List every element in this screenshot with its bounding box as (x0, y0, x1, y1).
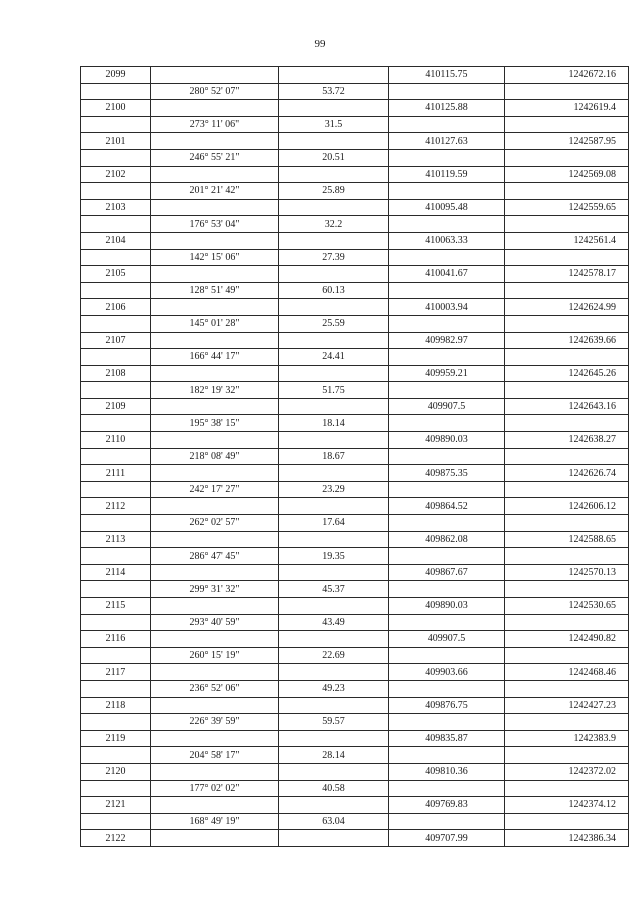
point-id: 2104 (81, 232, 151, 249)
empty-cell (279, 199, 389, 216)
point-row (81, 830, 629, 847)
empty-cell (279, 67, 389, 84)
empty-cell (505, 83, 629, 100)
point-id: 2101 (81, 133, 151, 150)
segment-distance: 17.64 (279, 515, 389, 532)
point-id: 2110 (81, 432, 151, 449)
empty-cell (151, 498, 279, 515)
bearing-angle: 195° 38' 15" (151, 415, 279, 432)
bearing-angle: 262° 02' 57" (151, 515, 279, 532)
y-coordinate: 1242374.12 (505, 797, 629, 814)
point-row (81, 432, 629, 449)
empty-cell (505, 116, 629, 133)
empty-cell (151, 67, 279, 84)
segment-row (81, 747, 629, 764)
empty-cell (151, 598, 279, 615)
segment-distance: 25.89 (279, 183, 389, 200)
segment-row (81, 647, 629, 664)
x-coordinate: 409903.66 (389, 664, 505, 681)
empty-cell (389, 83, 505, 100)
empty-cell (279, 166, 389, 183)
bearing-angle: 204° 58' 17" (151, 747, 279, 764)
empty-cell (279, 564, 389, 581)
x-coordinate: 409890.03 (389, 432, 505, 449)
empty-cell (279, 730, 389, 747)
empty-cell (389, 183, 505, 200)
x-coordinate: 410115.75 (389, 67, 505, 84)
point-row (81, 266, 629, 283)
empty-cell (279, 531, 389, 548)
bearing-angle: 226° 39' 59" (151, 714, 279, 731)
empty-cell (279, 830, 389, 847)
point-id: 2122 (81, 830, 151, 847)
empty-cell (389, 249, 505, 266)
empty-cell (505, 780, 629, 797)
x-coordinate: 409982.97 (389, 332, 505, 349)
empty-cell (279, 232, 389, 249)
empty-cell (505, 382, 629, 399)
x-coordinate: 409707.99 (389, 830, 505, 847)
empty-cell (389, 282, 505, 299)
empty-cell (505, 282, 629, 299)
empty-cell (389, 515, 505, 532)
bearing-angle: 299° 31' 32" (151, 581, 279, 598)
point-id: 2120 (81, 763, 151, 780)
empty-cell (279, 133, 389, 150)
bearing-angle: 145° 01' 28" (151, 315, 279, 332)
empty-cell (81, 780, 151, 797)
empty-cell (151, 664, 279, 681)
x-coordinate: 409890.03 (389, 598, 505, 615)
point-row (81, 730, 629, 747)
empty-cell (279, 332, 389, 349)
empty-cell (279, 763, 389, 780)
segment-row (81, 813, 629, 830)
segment-distance: 63.04 (279, 813, 389, 830)
y-coordinate: 1242427.23 (505, 697, 629, 714)
empty-cell (505, 216, 629, 233)
segment-row (81, 680, 629, 697)
x-coordinate: 409875.35 (389, 465, 505, 482)
y-coordinate: 1242619.4 (505, 100, 629, 117)
x-coordinate: 410127.63 (389, 133, 505, 150)
point-row (81, 564, 629, 581)
empty-cell (505, 415, 629, 432)
segment-distance: 31.5 (279, 116, 389, 133)
y-coordinate: 1242578.17 (505, 266, 629, 283)
empty-cell (279, 398, 389, 415)
x-coordinate: 409769.83 (389, 797, 505, 814)
point-row (81, 166, 629, 183)
empty-cell (81, 83, 151, 100)
empty-cell (389, 747, 505, 764)
segment-distance: 18.67 (279, 448, 389, 465)
point-id: 2099 (81, 67, 151, 84)
x-coordinate: 410125.88 (389, 100, 505, 117)
segment-row (81, 183, 629, 200)
page-number: 99 (314, 38, 326, 50)
empty-cell (279, 100, 389, 117)
bearing-angle: 168° 49' 19" (151, 813, 279, 830)
y-coordinate: 1242383.9 (505, 730, 629, 747)
segment-distance: 27.39 (279, 249, 389, 266)
empty-cell (505, 714, 629, 731)
point-row (81, 797, 629, 814)
empty-cell (151, 133, 279, 150)
x-coordinate: 409907.5 (389, 631, 505, 648)
empty-cell (505, 614, 629, 631)
empty-cell (505, 249, 629, 266)
point-id: 2108 (81, 365, 151, 382)
point-row (81, 398, 629, 415)
empty-cell (81, 249, 151, 266)
empty-cell (81, 481, 151, 498)
empty-cell (389, 149, 505, 166)
y-coordinate: 1242645.26 (505, 365, 629, 382)
point-row (81, 531, 629, 548)
segment-row (81, 714, 629, 731)
empty-cell (389, 382, 505, 399)
empty-cell (151, 299, 279, 316)
empty-cell (389, 581, 505, 598)
empty-cell (81, 183, 151, 200)
x-coordinate: 409864.52 (389, 498, 505, 515)
empty-cell (279, 365, 389, 382)
empty-cell (279, 266, 389, 283)
y-coordinate: 1242638.27 (505, 432, 629, 449)
empty-cell (81, 680, 151, 697)
segment-distance: 32.2 (279, 216, 389, 233)
segment-row (81, 83, 629, 100)
segment-distance: 45.37 (279, 581, 389, 598)
y-coordinate: 1242570.13 (505, 564, 629, 581)
empty-cell (505, 581, 629, 598)
point-row (81, 631, 629, 648)
segment-distance: 28.14 (279, 747, 389, 764)
empty-cell (81, 548, 151, 565)
empty-cell (151, 398, 279, 415)
bearing-angle: 280° 52' 07" (151, 83, 279, 100)
point-row (81, 332, 629, 349)
empty-cell (389, 680, 505, 697)
empty-cell (151, 266, 279, 283)
empty-cell (151, 166, 279, 183)
empty-cell (505, 315, 629, 332)
empty-cell (389, 216, 505, 233)
point-id: 2109 (81, 398, 151, 415)
bearing-angle: 246° 55' 21" (151, 149, 279, 166)
point-id: 2118 (81, 697, 151, 714)
empty-cell (151, 531, 279, 548)
empty-cell (151, 199, 279, 216)
y-coordinate: 1242530.65 (505, 598, 629, 615)
point-id: 2106 (81, 299, 151, 316)
empty-cell (81, 315, 151, 332)
bearing-angle: 201° 21' 42" (151, 183, 279, 200)
y-coordinate: 1242559.65 (505, 199, 629, 216)
bearing-angle: 273° 11' 06" (151, 116, 279, 133)
empty-cell (505, 515, 629, 532)
empty-cell (505, 349, 629, 366)
y-coordinate: 1242672.16 (505, 67, 629, 84)
empty-cell (279, 598, 389, 615)
bearing-angle: 286° 47' 45" (151, 548, 279, 565)
point-id: 2111 (81, 465, 151, 482)
point-row (81, 465, 629, 482)
segment-row (81, 415, 629, 432)
y-coordinate: 1242588.65 (505, 531, 629, 548)
point-row (81, 299, 629, 316)
segment-distance: 51.75 (279, 382, 389, 399)
bearing-angle: 293° 40' 59" (151, 614, 279, 631)
segment-distance: 22.69 (279, 647, 389, 664)
x-coordinate: 410041.67 (389, 266, 505, 283)
segment-distance: 23.29 (279, 481, 389, 498)
bearing-angle: 177° 02' 02" (151, 780, 279, 797)
bearing-angle: 176° 53' 04" (151, 216, 279, 233)
y-coordinate: 1242639.66 (505, 332, 629, 349)
segment-distance: 53.72 (279, 83, 389, 100)
x-coordinate: 410003.94 (389, 299, 505, 316)
point-id: 2117 (81, 664, 151, 681)
empty-cell (279, 797, 389, 814)
point-id: 2115 (81, 598, 151, 615)
point-row (81, 199, 629, 216)
segment-distance: 49.23 (279, 680, 389, 697)
x-coordinate: 409876.75 (389, 697, 505, 714)
segment-row (81, 780, 629, 797)
point-row (81, 365, 629, 382)
empty-cell (151, 763, 279, 780)
empty-cell (279, 697, 389, 714)
empty-cell (389, 780, 505, 797)
segment-row (81, 382, 629, 399)
empty-cell (505, 548, 629, 565)
empty-cell (81, 216, 151, 233)
empty-cell (151, 465, 279, 482)
point-row (81, 67, 629, 84)
segment-row (81, 282, 629, 299)
empty-cell (81, 747, 151, 764)
empty-cell (505, 481, 629, 498)
point-row (81, 598, 629, 615)
y-coordinate: 1242386.34 (505, 830, 629, 847)
empty-cell (81, 581, 151, 598)
y-coordinate: 1242490.82 (505, 631, 629, 648)
empty-cell (389, 415, 505, 432)
empty-cell (151, 697, 279, 714)
x-coordinate: 409867.67 (389, 564, 505, 581)
empty-cell (81, 515, 151, 532)
empty-cell (279, 664, 389, 681)
segment-row (81, 481, 629, 498)
x-coordinate: 410119.59 (389, 166, 505, 183)
point-id: 2103 (81, 199, 151, 216)
empty-cell (151, 365, 279, 382)
segment-row (81, 249, 629, 266)
empty-cell (389, 614, 505, 631)
empty-cell (505, 183, 629, 200)
empty-cell (279, 299, 389, 316)
segment-row (81, 216, 629, 233)
bearing-angle: 166° 44' 17" (151, 349, 279, 366)
segment-row (81, 581, 629, 598)
empty-cell (505, 747, 629, 764)
empty-cell (279, 432, 389, 449)
segment-row (81, 349, 629, 366)
point-id: 2105 (81, 266, 151, 283)
empty-cell (151, 564, 279, 581)
empty-cell (151, 432, 279, 449)
point-id: 2121 (81, 797, 151, 814)
empty-cell (389, 714, 505, 731)
empty-cell (81, 614, 151, 631)
segment-row (81, 614, 629, 631)
empty-cell (81, 813, 151, 830)
segment-distance: 19.35 (279, 548, 389, 565)
point-row (81, 232, 629, 249)
empty-cell (81, 647, 151, 664)
bearing-angle: 260° 15' 19" (151, 647, 279, 664)
empty-cell (389, 548, 505, 565)
point-id: 2113 (81, 531, 151, 548)
segment-distance: 24.41 (279, 349, 389, 366)
segment-row (81, 116, 629, 133)
empty-cell (389, 349, 505, 366)
empty-cell (81, 714, 151, 731)
empty-cell (279, 631, 389, 648)
segment-row (81, 548, 629, 565)
y-coordinate: 1242587.95 (505, 133, 629, 150)
point-id: 2100 (81, 100, 151, 117)
segment-distance: 18.14 (279, 415, 389, 432)
segment-row (81, 448, 629, 465)
empty-cell (279, 465, 389, 482)
point-row (81, 697, 629, 714)
empty-cell (505, 647, 629, 664)
x-coordinate: 409907.5 (389, 398, 505, 415)
point-id: 2116 (81, 631, 151, 648)
y-coordinate: 1242569.08 (505, 166, 629, 183)
bearing-angle: 128° 51' 49" (151, 282, 279, 299)
empty-cell (151, 100, 279, 117)
empty-cell (151, 830, 279, 847)
y-coordinate: 1242372.02 (505, 763, 629, 780)
y-coordinate: 1242468.46 (505, 664, 629, 681)
empty-cell (151, 332, 279, 349)
survey-coordinates-table (80, 66, 629, 847)
bearing-angle: 218° 08' 49" (151, 448, 279, 465)
segment-distance: 25.59 (279, 315, 389, 332)
empty-cell (389, 813, 505, 830)
y-coordinate: 1242626.74 (505, 465, 629, 482)
point-row (81, 100, 629, 117)
point-row (81, 133, 629, 150)
empty-cell (81, 382, 151, 399)
segment-row (81, 149, 629, 166)
segment-row (81, 515, 629, 532)
point-id: 2114 (81, 564, 151, 581)
empty-cell (81, 448, 151, 465)
segment-distance: 40.58 (279, 780, 389, 797)
empty-cell (81, 415, 151, 432)
empty-cell (505, 813, 629, 830)
empty-cell (81, 149, 151, 166)
bearing-angle: 182° 19' 32" (151, 382, 279, 399)
point-row (81, 664, 629, 681)
bearing-angle: 142° 15' 06" (151, 249, 279, 266)
segment-distance: 20.51 (279, 149, 389, 166)
y-coordinate: 1242624.99 (505, 299, 629, 316)
point-row (81, 498, 629, 515)
point-row (81, 763, 629, 780)
y-coordinate: 1242643.16 (505, 398, 629, 415)
empty-cell (81, 349, 151, 366)
empty-cell (389, 315, 505, 332)
empty-cell (505, 448, 629, 465)
x-coordinate: 409959.21 (389, 365, 505, 382)
y-coordinate: 1242606.12 (505, 498, 629, 515)
empty-cell (389, 116, 505, 133)
segment-distance: 59.57 (279, 714, 389, 731)
x-coordinate: 410063.33 (389, 232, 505, 249)
bearing-angle: 236° 52' 06" (151, 680, 279, 697)
segment-distance: 60.13 (279, 282, 389, 299)
y-coordinate: 1242561.4 (505, 232, 629, 249)
empty-cell (389, 647, 505, 664)
segment-distance: 43.49 (279, 614, 389, 631)
empty-cell (151, 730, 279, 747)
empty-cell (389, 481, 505, 498)
empty-cell (151, 232, 279, 249)
empty-cell (81, 116, 151, 133)
empty-cell (151, 631, 279, 648)
segment-row (81, 315, 629, 332)
point-id: 2112 (81, 498, 151, 515)
empty-cell (389, 448, 505, 465)
empty-cell (151, 797, 279, 814)
x-coordinate: 410095.48 (389, 199, 505, 216)
empty-cell (81, 282, 151, 299)
point-id: 2119 (81, 730, 151, 747)
bearing-angle: 242° 17' 27" (151, 481, 279, 498)
x-coordinate: 409862.08 (389, 531, 505, 548)
x-coordinate: 409835.87 (389, 730, 505, 747)
empty-cell (279, 498, 389, 515)
point-id: 2107 (81, 332, 151, 349)
empty-cell (505, 149, 629, 166)
point-id: 2102 (81, 166, 151, 183)
x-coordinate: 409810.36 (389, 763, 505, 780)
empty-cell (505, 680, 629, 697)
